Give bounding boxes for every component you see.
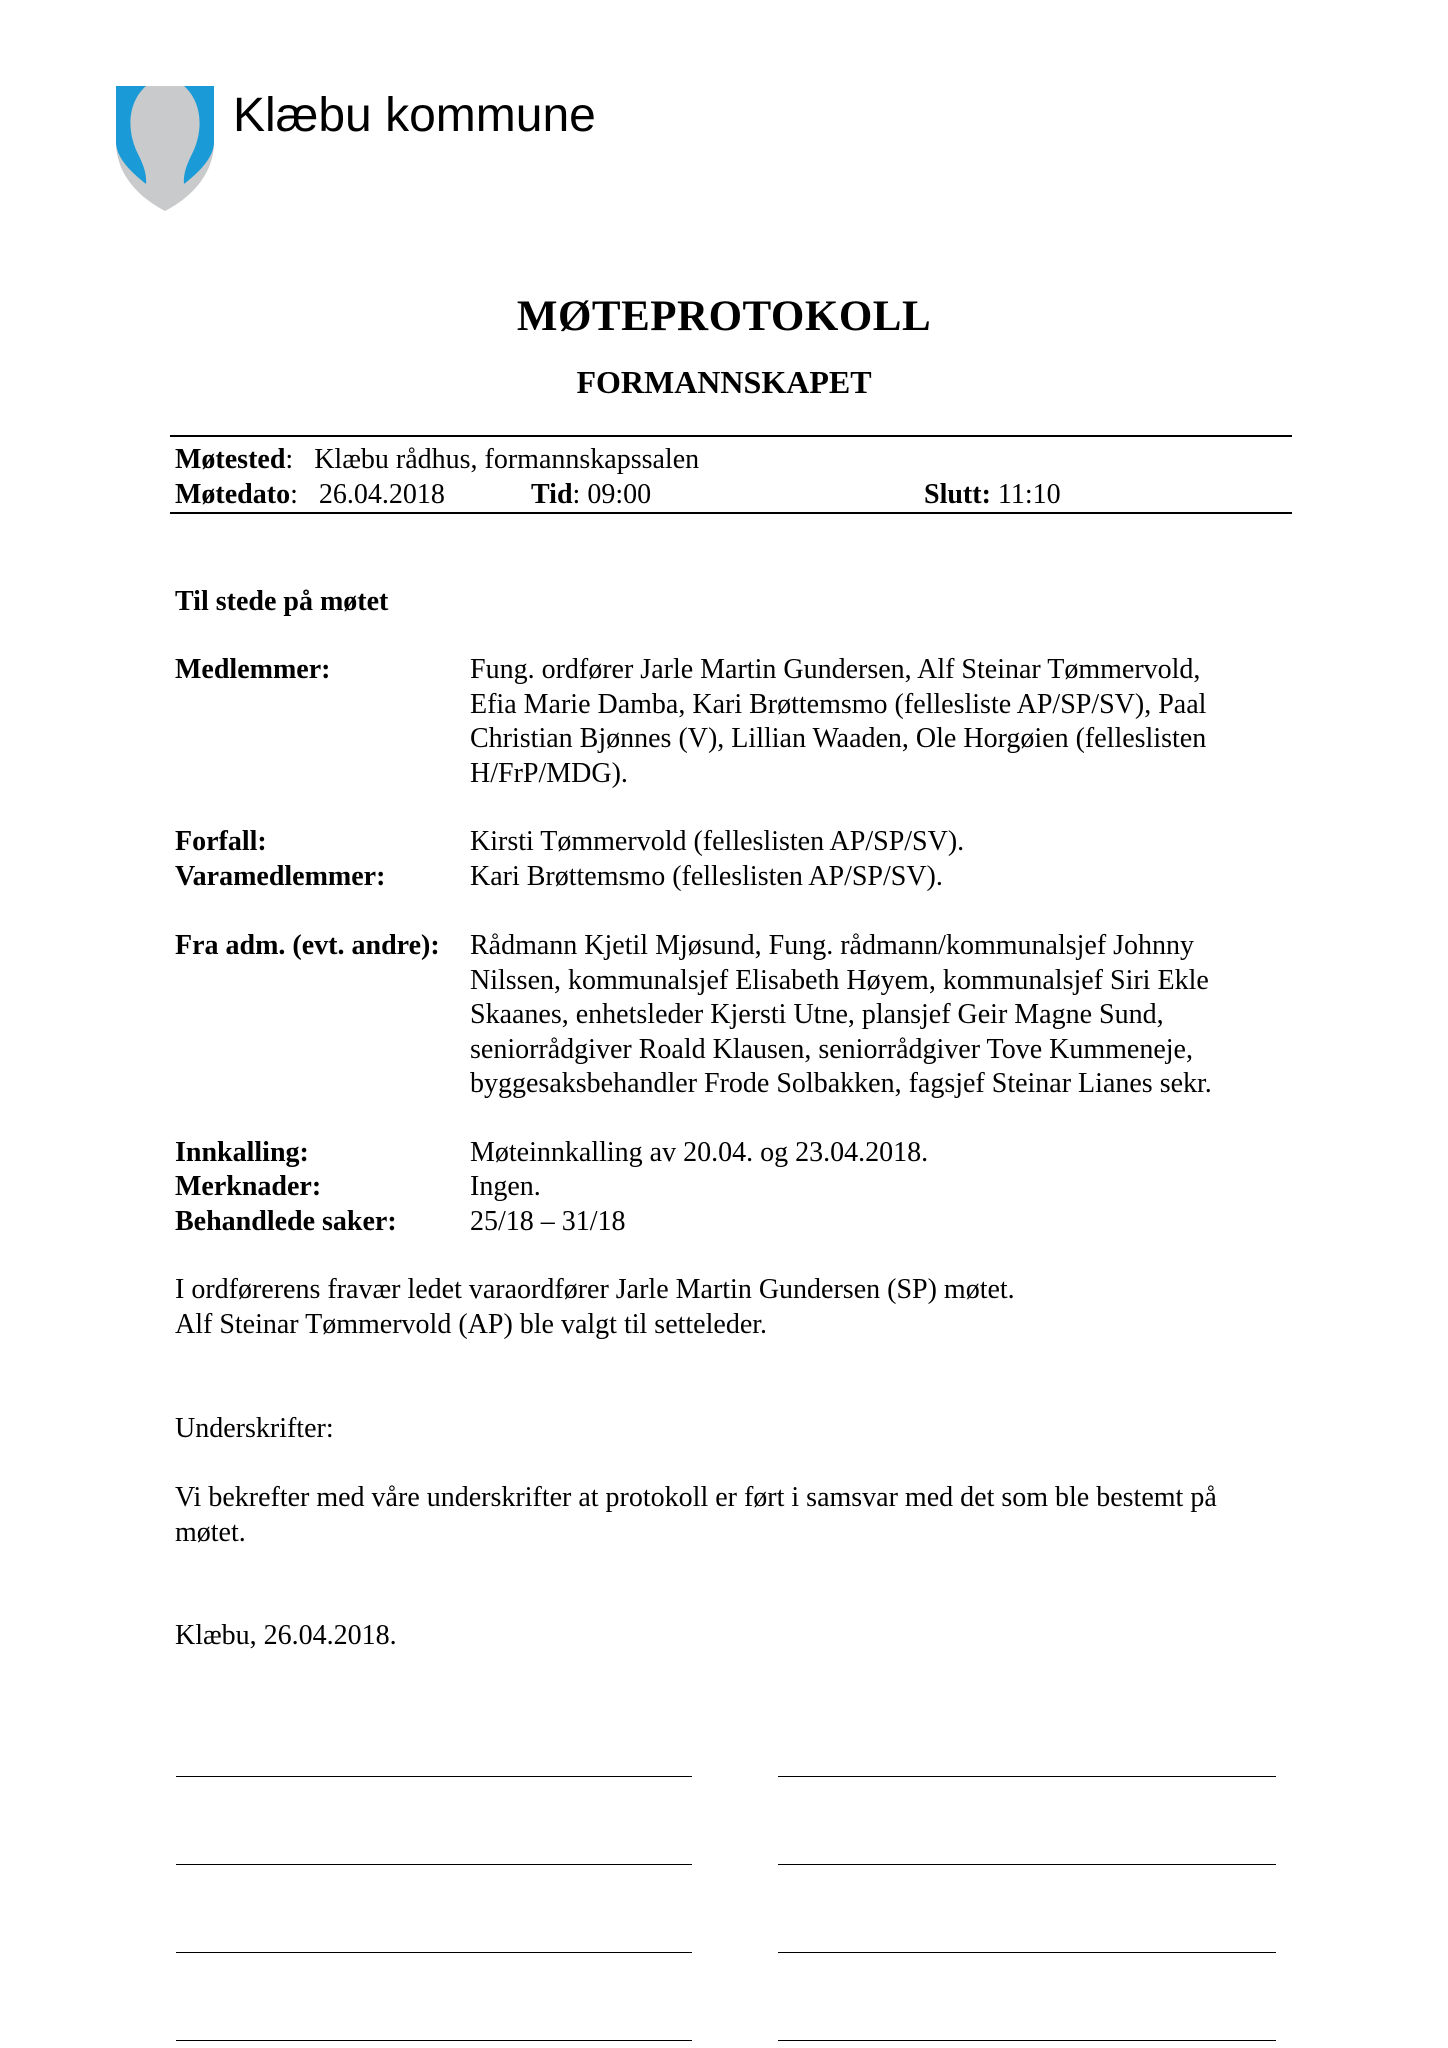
meeting-date-label: Møtedato: [175, 479, 291, 510]
meeting-time-value: 09:00: [587, 479, 652, 510]
signatures-heading: Underskrifter:: [175, 1413, 334, 1444]
admin-line: byggesaksbehandler Frode Solbakken, fagsjef Steinar Lianes sekr.: [470, 1068, 1212, 1099]
signature-line-left: [176, 1864, 692, 1865]
remarks-label: Merknader:: [175, 1171, 322, 1202]
signature-statement: [175, 1481, 1217, 1550]
chair-line: I ordførerens fravær ledet varaordfører Jarle Martin Gundersen (SP) møtet.: [175, 1274, 1015, 1305]
admin-label: Fra adm. (evt. andre):: [175, 930, 440, 961]
members-line: Christian Bjønnes (V), Lillian Waaden, Ole Horgøien (felleslisten: [470, 723, 1207, 754]
attendance-heading: Til stede på møtet: [175, 586, 389, 617]
signature-line-right: [778, 2040, 1276, 2041]
remarks-value: Ingen.: [470, 1171, 541, 1202]
municipality-coat-of-arms-icon: [110, 84, 220, 214]
signature-line-left: [176, 2040, 692, 2041]
meeting-date-row: Møtedato: 26.04.2018: [175, 479, 445, 510]
statement-line: møtet.: [175, 1516, 246, 1548]
place-date: Klæbu, 26.04.2018.: [175, 1620, 397, 1651]
meeting-end-label: Slutt:: [924, 479, 991, 510]
document-subtitle: FORMANNSKAPET: [576, 364, 872, 400]
meeting-time-label: Tid: [531, 479, 573, 510]
meeting-place-row: Møtested: Klæbu rådhus, formannskapssalen: [175, 444, 700, 475]
chair-line: Alf Steinar Tømmervold (AP) ble valgt til setteleder.: [175, 1308, 768, 1340]
admin-list: [470, 929, 1300, 1102]
meeting-place-value: Klæbu rådhus, formannskapssalen: [314, 444, 700, 475]
cases-label: Behandlede saker:: [175, 1206, 397, 1237]
substitutes-label: Varamedlemmer:: [175, 861, 386, 892]
substitutes-value: Kari Brøttemsmo (felleslisten AP/SP/SV).: [470, 861, 943, 892]
members-line: H/FrP/MDG).: [470, 757, 628, 789]
signature-line-left: [176, 1952, 692, 1953]
absent-value: Kirsti Tømmervold (felleslisten AP/SP/SV).: [470, 826, 965, 857]
signature-line-right: [778, 1952, 1276, 1953]
members-line: Efia Marie Damba, Kari Brøttemsmo (fellesliste AP/SP/SV), Paal: [470, 688, 1207, 720]
meeting-end: [924, 478, 1061, 512]
statement-line: Vi bekrefter med våre underskrifter at protokoll er ført i samsvar med det som ble bestemt på: [175, 1482, 1217, 1513]
admin-line: Nilssen, kommunalsjef Elisabeth Høyem, kommunalsjef Siri Ekle: [470, 964, 1209, 996]
divider-top: [170, 435, 1292, 437]
notice-value: Møteinnkalling av 20.04. og 23.04.2018.: [470, 1137, 929, 1168]
signature-line-right: [778, 1776, 1276, 1777]
admin-line: Skaanes, enhetsleder Kjersti Utne, plansjef Geir Magne Sund,: [470, 999, 1164, 1030]
members-list: [470, 653, 1300, 791]
members-label: Medlemmer:: [175, 654, 331, 685]
meeting-place-label: Møtested: [175, 444, 286, 475]
meeting-end-value: 11:10: [997, 479, 1061, 510]
admin-line: Rådmann Kjetil Mjøsund, Fung. rådmann/kommunalsjef Johnny: [470, 930, 1195, 961]
organization-name: Klæbu kommune: [233, 89, 596, 142]
cases-value: 25/18 – 31/18: [470, 1206, 626, 1237]
chair-statement: [175, 1273, 1015, 1342]
divider-bottom: [170, 512, 1292, 514]
document-title: MØTEPROTOKOLL: [516, 293, 932, 340]
meeting-date-value: 26.04.2018: [318, 479, 445, 510]
meeting-time: Tid: 09:00: [531, 479, 652, 510]
signature-line-right: [778, 1864, 1276, 1865]
members-line: Fung. ordfører Jarle Martin Gundersen, Alf Steinar Tømmervold,: [470, 654, 1201, 685]
admin-line: seniorrådgiver Roald Klausen, seniorrådgiver Tove Kummeneje,: [470, 1033, 1193, 1065]
absent-label: Forfall:: [175, 826, 267, 857]
notice-label: Innkalling:: [175, 1137, 309, 1168]
signature-line-left: [176, 1776, 692, 1777]
